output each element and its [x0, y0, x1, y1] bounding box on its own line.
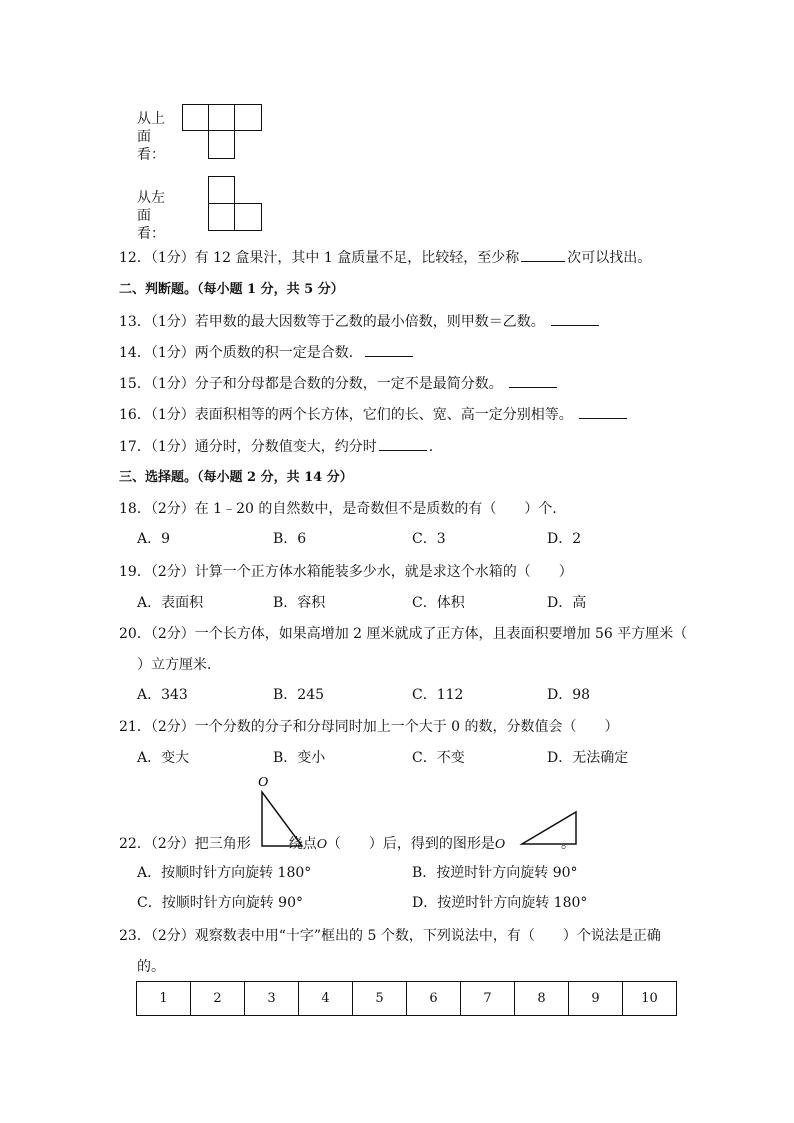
option-d[interactable]: D．按逆时针方向旋转 180°: [412, 895, 588, 911]
option-c[interactable]: C．按顺时针方向旋转 90°: [137, 895, 303, 911]
table-cell: 4: [299, 982, 353, 1016]
question-23: 23．（2分）观察数表中用“十字”框出的 5 个数，下列说法中，有（ ）个说法是正确: [119, 928, 661, 944]
question-16: 16．（1分）表面积相等的两个长方体，它们的长、宽、高一定分别相等。: [119, 406, 629, 424]
table-cell: 2: [191, 982, 245, 1016]
table-cell: 3: [245, 982, 299, 1016]
answer-blank[interactable]: [579, 406, 627, 419]
table-cell: 5: [353, 982, 407, 1016]
answer-blank[interactable]: [521, 249, 565, 262]
question-15: 15．（1分）分子和分母都是合数的分数，一定不是最简分数。: [119, 375, 559, 393]
question-22: 22．（2分）把三角形 绕点O（ ）后，得到的图形是O 。: [119, 836, 575, 852]
table-cell: 1: [137, 982, 191, 1016]
question-17: 17．（1分）通分时，分数值变大，约分时 ．: [119, 439, 443, 455]
answer-blank[interactable]: [365, 344, 413, 357]
rotated-triangle-figure: [518, 808, 582, 848]
option-d[interactable]: D．98: [547, 687, 591, 703]
table-cell: 6: [407, 982, 461, 1016]
question-13: 13．（1分）若甲数的最大因数等于乙数的最小倍数，则甲数＝乙数。: [119, 313, 601, 331]
option-d[interactable]: D．2: [547, 531, 582, 547]
option-a[interactable]: A．按顺时针方向旋转 180°: [137, 865, 312, 881]
option-d[interactable]: D．高: [547, 595, 587, 611]
option-a[interactable]: A．变大: [137, 750, 190, 766]
question-14: 14．（1分）两个质数的积一定是合数．: [119, 344, 415, 362]
option-c[interactable]: C．3: [412, 531, 446, 547]
question-20-line2: ）立方厘米．: [137, 657, 221, 673]
option-c[interactable]: C．112: [412, 687, 464, 703]
option-a[interactable]: A．343: [137, 687, 188, 703]
table-cell: 7: [461, 982, 515, 1016]
answer-blank[interactable]: [379, 438, 427, 451]
question-18: 18．（2分）在 1﹣20 的自然数中，是奇数但不是质数的有（ ）个．: [119, 501, 567, 517]
section-choice-title: 三、选择题。（每小题 2 分，共 14 分）: [119, 470, 353, 485]
option-b[interactable]: B．容积: [273, 595, 326, 611]
option-b[interactable]: B．6: [273, 531, 307, 547]
option-a[interactable]: A．9: [137, 531, 171, 547]
option-b[interactable]: B．245: [273, 687, 325, 703]
table-cell: 10: [623, 982, 677, 1016]
table-cell: 9: [569, 982, 623, 1016]
top-view-label: 从上面看：: [137, 111, 165, 163]
answer-blank[interactable]: [509, 375, 557, 388]
question-12: 12．（1分）有 12 盒果汁，其中 1 盒质量不足，比较轻，至少称 次可以找出。: [119, 250, 652, 266]
number-table: [136, 981, 677, 1016]
question-19: 19．（2分）计算一个正方体水箱能装多少水，就是求这个水箱的（ ）: [119, 564, 573, 580]
answer-blank[interactable]: [551, 313, 599, 326]
question-20: 20．（2分）一个长方体，如果高增加 2 厘米就成了正方体，且表面积要增加 56 平方厘米（: [119, 626, 688, 642]
question-23-line2: 的。: [137, 959, 165, 975]
table-cell: 8: [515, 982, 569, 1016]
table-row: [137, 982, 677, 1016]
option-b[interactable]: B．变小: [273, 750, 326, 766]
option-a[interactable]: A．表面积: [137, 595, 204, 611]
left-view-label: 从左面看：: [137, 190, 165, 242]
question-21: 21．（2分）一个分数的分子和分母同时加上一个大于 0 的数，分数值会（ ）: [119, 719, 619, 735]
point-o-label: O: [258, 775, 269, 790]
section-judgment-title: 二、判断题。（每小题 1 分，共 5 分）: [119, 282, 344, 297]
option-c[interactable]: C．不变: [412, 750, 465, 766]
option-d[interactable]: D．无法确定: [547, 750, 629, 766]
option-c[interactable]: C．体积: [412, 595, 465, 611]
option-b[interactable]: B．按逆时针方向旋转 90°: [412, 865, 578, 881]
